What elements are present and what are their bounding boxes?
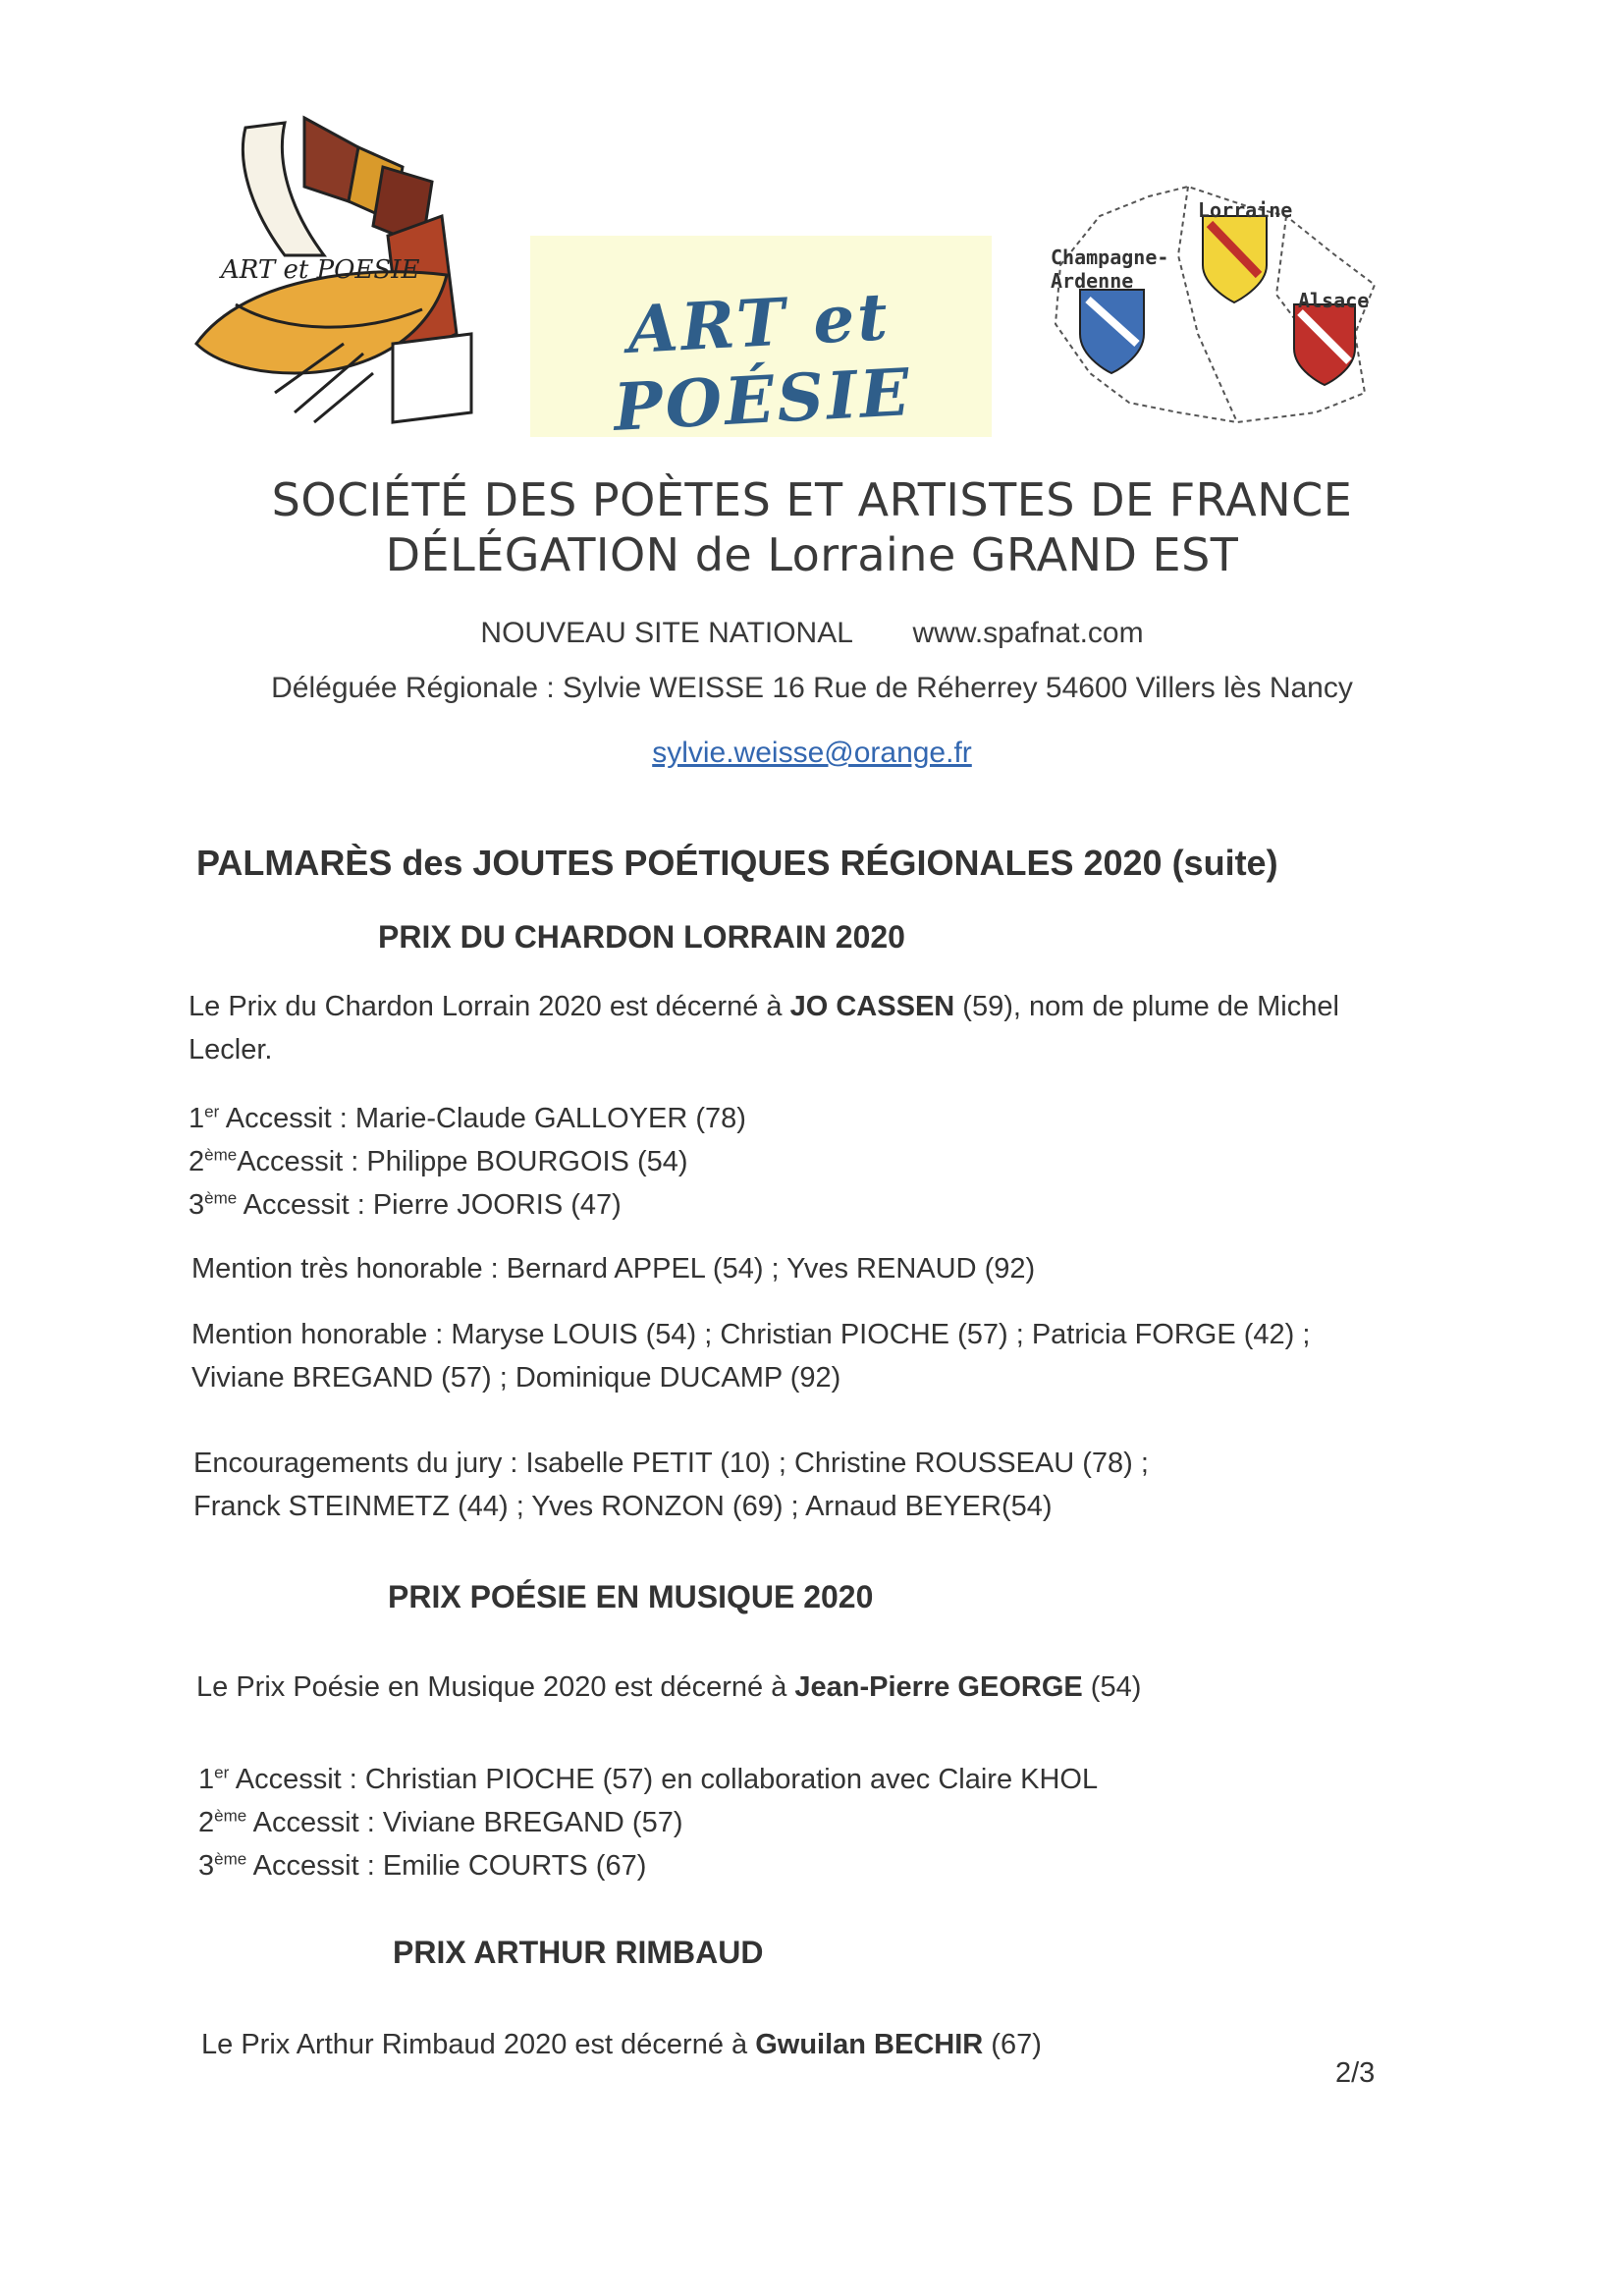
delegate-email-link[interactable]: sylvie.weisse@orange.fr [652,737,972,769]
musique-winner: Jean-Pierre GEORGE [794,1671,1083,1703]
society-title: SOCIÉTÉ DES POÈTES ET ARTISTES DE FRANCE [271,473,1353,526]
musique-accessit-1: 1er Accessit : Christian PIOCHE (57) en collaboration avec Claire KHOL [198,1763,1099,1795]
site-label: NOUVEAU SITE NATIONAL [480,617,852,649]
chardon-winner: JO CASSEN [789,991,955,1022]
map-label-alsace: Alsace [1298,289,1370,312]
map-label-champagne-ardenne: Champagne-Ardenne [1051,246,1169,293]
delegate-address: Déléguée Régionale : Sylvie WEISSE 16 Rue de Réherrey 54600 Villers lès Nancy [271,672,1353,704]
chardon-intro: Le Prix du Chardon Lorrain 2020 est décerné à JO CASSEN (59), nom de plume de Michel Lecler. [189,991,1339,1066]
art-et-poesie-logo-center [530,236,992,446]
chardon-mention-honorable: Mention honorable : Maryse LOUIS (54) ; Christian PIOCHE (57) ; Patricia FORGE (42) ; Viviane BREGAND (57) ; Dominique DUCAMP (92) [191,1319,1311,1394]
logo-center-text: ART et POÉSIE [612,278,915,446]
chardon-accessit-1: 1er Accessit : Marie-Claude GALLOYER (78) [189,1102,746,1134]
page-number: 2/3 [1335,2057,1376,2089]
musique-accessit-2: 2ème Accessit : Viviane BREGAND (57) [198,1806,683,1838]
musique-accessit-3: 3ème Accessit : Emilie COURTS (67) [198,1849,647,1882]
rimbaud-intro: Le Prix Arthur Rimbaud 2020 est décerné à Gwuilan BECHIR (67) [201,2029,1042,2060]
rimbaud-winner: Gwuilan BECHIR [755,2029,984,2060]
email-line [0,737,1624,770]
site-url[interactable]: www.spafnat.com [912,617,1144,649]
chardon-heading: PRIX DU CHARDON LORRAIN 2020 [378,919,905,955]
musique-intro: Le Prix Poésie en Musique 2020 est décerné à Jean-Pierre GEORGE (54) [196,1671,1142,1703]
regions-map-logo [1041,177,1394,432]
map-label-lorraine: Lorraine [1198,198,1293,222]
delegation-title: DÉLÉGATION de Lorraine GRAND EST [385,528,1239,581]
logo-left-text: ART et POESIE [221,255,420,285]
chardon-accessit-2: 2èmeAccessit : Philippe BOURGOIS (54) [189,1145,688,1177]
chardon-accessit-3: 3ème Accessit : Pierre JOORIS (47) [189,1188,622,1221]
chardon-mention-tres-honorable: Mention très honorable : Bernard APPEL (54) ; Yves RENAUD (92) [191,1253,1036,1285]
site-line [0,617,1624,650]
rimbaud-heading: PRIX ARTHUR RIMBAUD [393,1935,764,1970]
art-et-poesie-logo-left [177,108,530,442]
palmares-title: PALMARÈS des JOUTES POÉTIQUES RÉGIONALES 2020 (suite) [196,843,1278,883]
musique-heading: PRIX POÉSIE EN MUSIQUE 2020 [388,1579,874,1614]
chardon-encouragements: Encouragements du jury : Isabelle PETIT (10) ; Christine ROUSSEAU (78) ; Franck STEINMETZ (44) ; Yves RONZON (69) ; Arnaud BEYER(54) [193,1448,1149,1522]
